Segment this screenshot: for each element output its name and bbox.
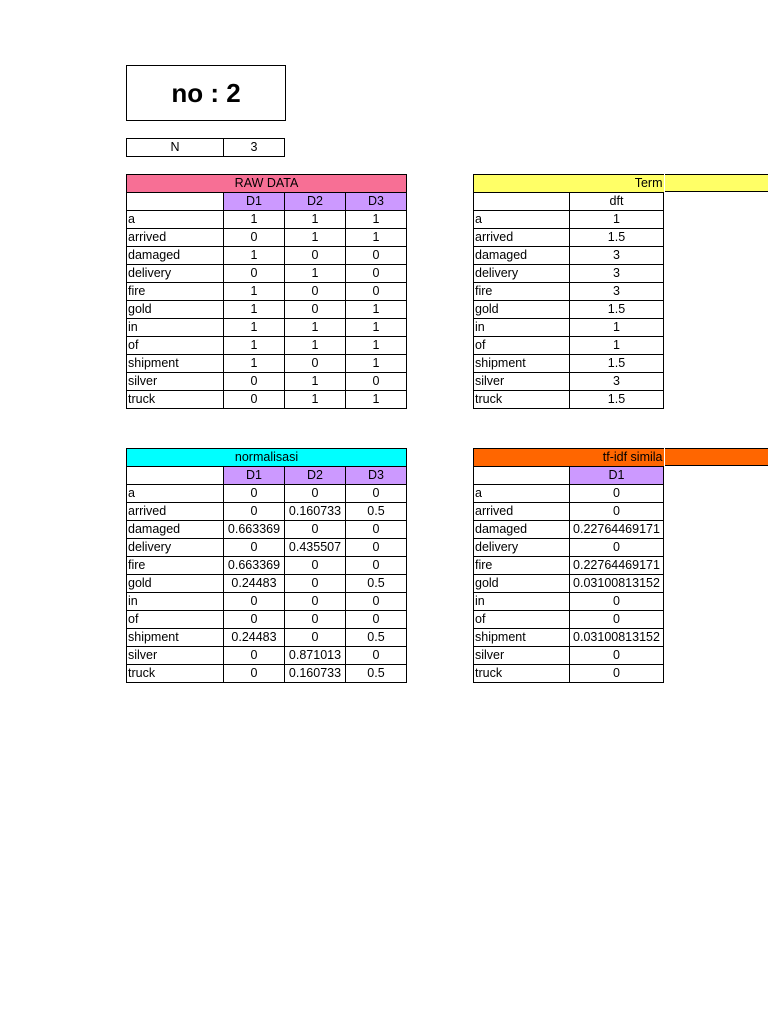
table-row — [127, 229, 407, 247]
norm-value-cell[interactable]: 0 — [346, 485, 407, 503]
table-row — [474, 539, 664, 557]
table-row — [127, 521, 407, 539]
table-row — [127, 575, 407, 593]
term-value-cell[interactable]: 3 — [570, 265, 664, 283]
table-row — [474, 521, 664, 539]
raw-value-cell[interactable]: 1 — [285, 391, 346, 409]
tfidf-term-cell[interactable]: a — [474, 485, 570, 503]
norm-value-cell[interactable]: 0 — [224, 647, 285, 665]
table-row — [474, 373, 664, 391]
term-value-cell[interactable]: 1.5 — [570, 229, 664, 247]
raw-header-row — [127, 175, 407, 193]
term-value-cell[interactable]: 1 — [570, 319, 664, 337]
table-row — [474, 301, 664, 319]
norm-title[interactable]: normalisasi — [127, 449, 407, 467]
norm-value-cell[interactable]: 0.663369 — [224, 521, 285, 539]
term-term-cell[interactable]: delivery — [474, 265, 570, 283]
raw-value-cell[interactable]: 1 — [285, 229, 346, 247]
raw-term-cell[interactable]: arrived — [127, 229, 224, 247]
raw-value-cell[interactable]: 1 — [285, 337, 346, 355]
norm-column-header[interactable]: D3 — [346, 467, 407, 485]
tfidf-term-cell[interactable]: shipment — [474, 629, 570, 647]
norm-value-cell[interactable]: 0 — [285, 611, 346, 629]
norm-value-cell[interactable]: 0 — [285, 593, 346, 611]
tfidf-header-overflow — [665, 448, 768, 466]
table-row — [127, 611, 407, 629]
tfidf-term-cell[interactable]: truck — [474, 665, 570, 683]
term-term-cell[interactable]: arrived — [474, 229, 570, 247]
raw-value-cell[interactable]: 1 — [224, 319, 285, 337]
norm-value-cell[interactable]: 0 — [346, 611, 407, 629]
normalisasi-table — [126, 448, 407, 683]
raw-value-cell[interactable]: 1 — [346, 391, 407, 409]
raw-value-cell[interactable]: 0 — [346, 373, 407, 391]
term-term-cell[interactable]: of — [474, 337, 570, 355]
raw-value-cell[interactable]: 1 — [224, 211, 285, 229]
norm-term-cell[interactable]: shipment — [127, 629, 224, 647]
raw-value-cell[interactable]: 0 — [224, 373, 285, 391]
raw-value-cell[interactable]: 0 — [285, 301, 346, 319]
tfidf-title[interactable]: tf-idf simila — [474, 449, 664, 467]
norm-term-cell[interactable]: delivery — [127, 539, 224, 557]
norm-term-cell[interactable]: gold — [127, 575, 224, 593]
tfidf-value-cell[interactable]: 0 — [570, 611, 664, 629]
term-column-header-row — [474, 193, 664, 211]
tfidf-term-cell[interactable]: silver — [474, 647, 570, 665]
norm-value-cell[interactable]: 0.160733 — [285, 665, 346, 683]
tfidf-value-cell[interactable]: 0.22764469171 — [570, 557, 664, 575]
tfidf-term-cell[interactable]: of — [474, 611, 570, 629]
raw-value-cell[interactable]: 0 — [346, 283, 407, 301]
tfidf-term-cell[interactable]: gold — [474, 575, 570, 593]
raw-term-cell[interactable]: truck — [127, 391, 224, 409]
tfidf-term-cell[interactable]: damaged — [474, 521, 570, 539]
raw-value-cell[interactable]: 0 — [346, 247, 407, 265]
norm-value-cell[interactable]: 0.435507 — [285, 539, 346, 557]
term-value-cell[interactable]: 3 — [570, 373, 664, 391]
norm-value-cell[interactable]: 0.663369 — [224, 557, 285, 575]
tfidf-term-cell[interactable]: delivery — [474, 539, 570, 557]
table-row — [127, 391, 407, 409]
raw-term-cell[interactable]: in — [127, 319, 224, 337]
table-row — [474, 503, 664, 521]
tfidf-value-cell[interactable]: 0.03100813152 — [570, 575, 664, 593]
table-row — [474, 355, 664, 373]
tfidf-value-cell[interactable]: 0 — [570, 503, 664, 521]
term-value-cell[interactable]: 3 — [570, 283, 664, 301]
table-row — [127, 557, 407, 575]
norm-value-cell[interactable]: 0 — [285, 521, 346, 539]
norm-term-cell[interactable]: silver — [127, 647, 224, 665]
table-row — [474, 593, 664, 611]
term-value-cell[interactable]: 1.5 — [570, 391, 664, 409]
tfidf-term-cell[interactable]: fire — [474, 557, 570, 575]
norm-value-cell[interactable]: 0 — [224, 485, 285, 503]
table-row — [474, 247, 664, 265]
table-row — [474, 229, 664, 247]
table-row — [474, 265, 664, 283]
raw-value-cell[interactable]: 1 — [224, 301, 285, 319]
term-header-row — [474, 175, 664, 193]
raw-term-cell[interactable]: silver — [127, 373, 224, 391]
table-row — [127, 319, 407, 337]
norm-term-cell[interactable]: truck — [127, 665, 224, 683]
term-corner-cell[interactable] — [474, 193, 570, 211]
raw-value-cell[interactable]: 1 — [285, 211, 346, 229]
term-term-cell[interactable]: truck — [474, 391, 570, 409]
norm-value-cell[interactable]: 0 — [224, 503, 285, 521]
raw-term-cell[interactable]: delivery — [127, 265, 224, 283]
table-row — [127, 647, 407, 665]
norm-value-cell[interactable]: 0 — [285, 629, 346, 647]
table-row — [127, 539, 407, 557]
norm-value-cell[interactable]: 0 — [224, 665, 285, 683]
table-row — [474, 647, 664, 665]
term-value-cell[interactable]: 1.5 — [570, 301, 664, 319]
raw-value-cell[interactable]: 1 — [224, 283, 285, 301]
raw-term-cell[interactable]: gold — [127, 301, 224, 319]
tfidf-value-cell[interactable]: 0 — [570, 647, 664, 665]
raw-value-cell[interactable]: 1 — [346, 229, 407, 247]
norm-value-cell[interactable]: 0.24483 — [224, 629, 285, 647]
term-value-cell[interactable]: 1.5 — [570, 355, 664, 373]
table-row — [474, 611, 664, 629]
tfidf-column-header-row — [474, 467, 664, 485]
raw-value-cell[interactable]: 0 — [224, 229, 285, 247]
norm-term-cell[interactable]: of — [127, 611, 224, 629]
tfidf-value-cell[interactable]: 0.22764469171 — [570, 521, 664, 539]
tfidf-header-row — [474, 449, 664, 467]
term-term-cell[interactable]: fire — [474, 283, 570, 301]
norm-value-cell[interactable]: 0.160733 — [285, 503, 346, 521]
table-row — [127, 373, 407, 391]
norm-value-cell[interactable]: 0 — [224, 611, 285, 629]
table-row — [127, 247, 407, 265]
raw-value-cell[interactable]: 0 — [346, 265, 407, 283]
norm-value-cell[interactable]: 0 — [224, 593, 285, 611]
term-value-cell[interactable]: 1 — [570, 337, 664, 355]
norm-header-row — [127, 449, 407, 467]
table-row — [127, 283, 407, 301]
norm-value-cell[interactable]: 0 — [285, 557, 346, 575]
raw-value-cell[interactable]: 0 — [285, 247, 346, 265]
norm-value-cell[interactable]: 0 — [346, 539, 407, 557]
tfidf-column-header[interactable]: D1 — [570, 467, 664, 485]
raw-value-cell[interactable]: 1 — [346, 337, 407, 355]
sheet-title: no : 2 — [126, 65, 286, 121]
raw-value-cell[interactable]: 0 — [285, 283, 346, 301]
norm-value-cell[interactable]: 0.5 — [346, 629, 407, 647]
tfidf-value-cell[interactable]: 0.03100813152 — [570, 629, 664, 647]
norm-value-cell[interactable]: 0 — [285, 575, 346, 593]
raw-term-cell[interactable]: shipment — [127, 355, 224, 373]
term-column-header[interactable]: dft — [570, 193, 664, 211]
term-term-cell[interactable]: gold — [474, 301, 570, 319]
norm-term-cell[interactable]: a — [127, 485, 224, 503]
table-row — [127, 301, 407, 319]
norm-term-cell[interactable]: damaged — [127, 521, 224, 539]
norm-value-cell[interactable]: 0.5 — [346, 503, 407, 521]
table-row — [474, 337, 664, 355]
raw-value-cell[interactable]: 0 — [224, 265, 285, 283]
table-row — [127, 211, 407, 229]
norm-value-cell[interactable]: 0 — [346, 593, 407, 611]
raw-value-cell[interactable]: 1 — [285, 265, 346, 283]
table-row — [474, 485, 664, 503]
raw-value-cell[interactable]: 0 — [285, 355, 346, 373]
norm-term-cell[interactable]: arrived — [127, 503, 224, 521]
table-row — [127, 593, 407, 611]
raw-term-cell[interactable]: fire — [127, 283, 224, 301]
norm-term-cell[interactable]: in — [127, 593, 224, 611]
table-row — [474, 319, 664, 337]
n-label[interactable]: N — [127, 139, 224, 157]
table-row — [127, 139, 285, 157]
raw-value-cell[interactable]: 1 — [224, 355, 285, 373]
table-row — [127, 337, 407, 355]
raw-value-cell[interactable]: 0 — [224, 391, 285, 409]
table-row — [474, 575, 664, 593]
norm-column-header-row — [127, 467, 407, 485]
norm-value-cell[interactable]: 0.871013 — [285, 647, 346, 665]
norm-value-cell[interactable]: 0.24483 — [224, 575, 285, 593]
term-title[interactable]: Term — [474, 175, 664, 193]
norm-value-cell[interactable]: 0 — [285, 485, 346, 503]
raw-term-cell[interactable]: damaged — [127, 247, 224, 265]
norm-value-cell[interactable]: 0.5 — [346, 575, 407, 593]
term-term-cell[interactable]: damaged — [474, 247, 570, 265]
norm-column-header[interactable]: D1 — [224, 467, 285, 485]
term-header-overflow — [665, 174, 768, 192]
raw-data-table — [126, 174, 407, 409]
tfidf-value-cell[interactable]: 0 — [570, 593, 664, 611]
raw-value-cell[interactable]: 1 — [346, 355, 407, 373]
tfidf-value-cell[interactable]: 0 — [570, 539, 664, 557]
raw-column-header[interactable]: D3 — [346, 193, 407, 211]
norm-value-cell[interactable]: 0 — [346, 557, 407, 575]
table-row — [474, 211, 664, 229]
term-value-cell[interactable]: 1 — [570, 211, 664, 229]
tfidf-value-cell[interactable]: 0 — [570, 665, 664, 683]
term-table — [473, 174, 664, 409]
raw-value-cell[interactable]: 1 — [346, 319, 407, 337]
raw-term-cell[interactable]: a — [127, 211, 224, 229]
term-term-cell[interactable]: shipment — [474, 355, 570, 373]
table-row — [127, 503, 407, 521]
raw-corner-cell[interactable] — [127, 193, 224, 211]
table-row — [474, 283, 664, 301]
table-row — [127, 665, 407, 683]
tfidf-term-cell[interactable]: arrived — [474, 503, 570, 521]
norm-value-cell[interactable]: 0 — [346, 521, 407, 539]
raw-value-cell[interactable]: 1 — [224, 337, 285, 355]
raw-value-cell[interactable]: 1 — [224, 247, 285, 265]
table-row — [474, 391, 664, 409]
raw-title[interactable]: RAW DATA — [127, 175, 407, 193]
tfidf-value-cell[interactable]: 0 — [570, 485, 664, 503]
raw-column-header[interactable]: D1 — [224, 193, 285, 211]
raw-term-cell[interactable]: of — [127, 337, 224, 355]
n-table — [126, 138, 285, 157]
term-value-cell[interactable]: 3 — [570, 247, 664, 265]
term-term-cell[interactable]: a — [474, 211, 570, 229]
table-row — [127, 355, 407, 373]
term-term-cell[interactable]: in — [474, 319, 570, 337]
table-row — [127, 485, 407, 503]
table-row — [127, 265, 407, 283]
term-term-cell[interactable]: silver — [474, 373, 570, 391]
tfidf-corner-cell[interactable] — [474, 467, 570, 485]
raw-column-header-row — [127, 193, 407, 211]
tfidf-term-cell[interactable]: in — [474, 593, 570, 611]
table-row — [474, 557, 664, 575]
norm-value-cell[interactable]: 0 — [346, 647, 407, 665]
raw-value-cell[interactable]: 1 — [285, 319, 346, 337]
raw-column-header[interactable]: D2 — [285, 193, 346, 211]
raw-value-cell[interactable]: 1 — [346, 211, 407, 229]
raw-value-cell[interactable]: 1 — [285, 373, 346, 391]
norm-column-header[interactable]: D2 — [285, 467, 346, 485]
table-row — [127, 629, 407, 647]
n-value[interactable]: 3 — [224, 139, 285, 157]
table-row — [474, 665, 664, 683]
table-row — [474, 629, 664, 647]
norm-value-cell[interactable]: 0 — [224, 539, 285, 557]
norm-corner-cell[interactable] — [127, 467, 224, 485]
norm-value-cell[interactable]: 0.5 — [346, 665, 407, 683]
raw-value-cell[interactable]: 1 — [346, 301, 407, 319]
tfidf-table — [473, 448, 664, 683]
norm-term-cell[interactable]: fire — [127, 557, 224, 575]
